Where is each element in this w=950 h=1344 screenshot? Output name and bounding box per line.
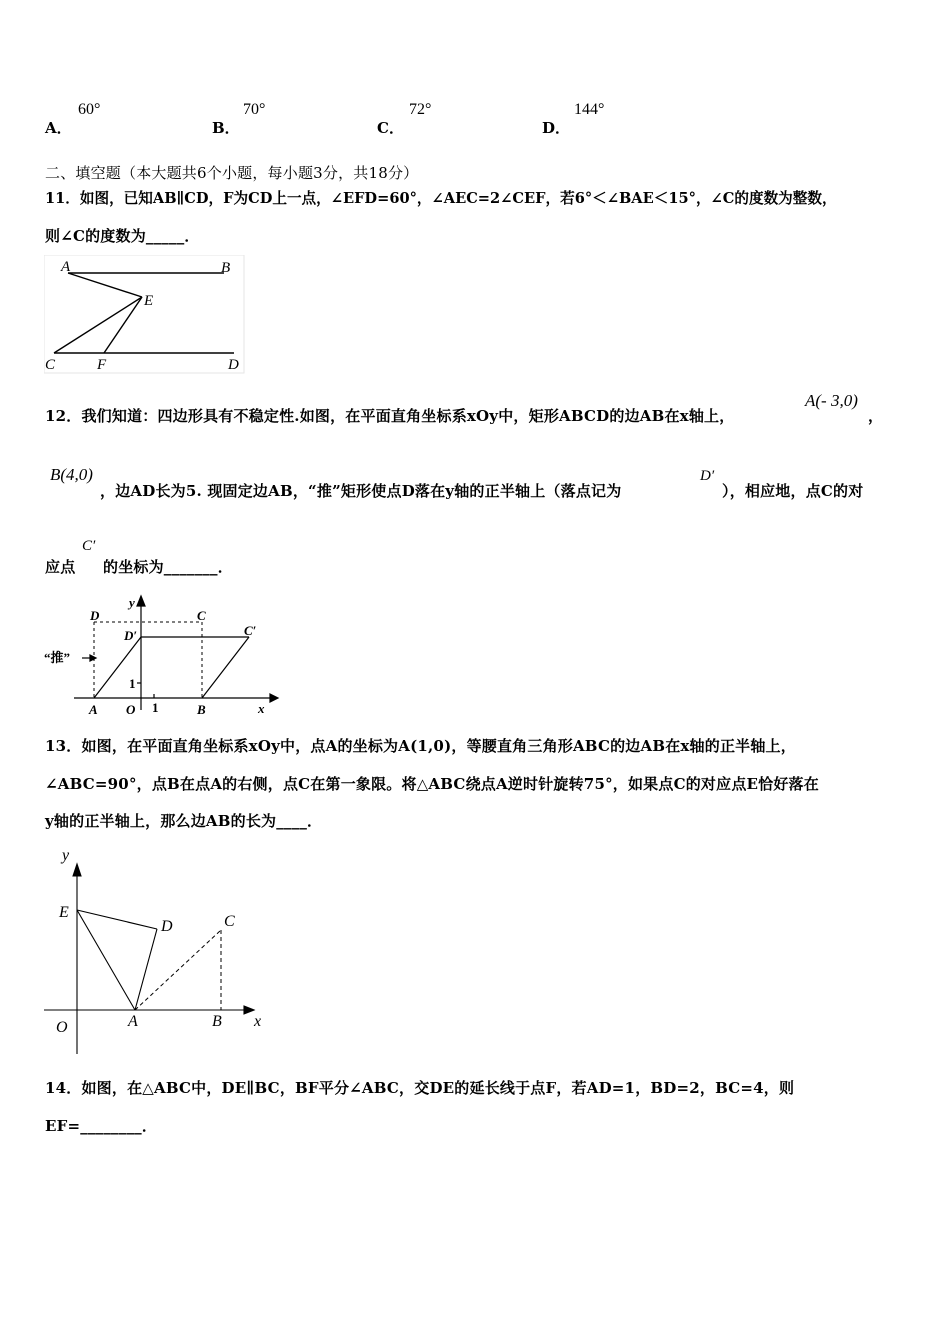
q12-fig-label-c-prime: C′ xyxy=(244,623,257,638)
q14-line2: EF=________． xyxy=(45,1117,158,1135)
q12-fig-tick-y1: 1 xyxy=(129,676,136,691)
q12-fig-label-a: A xyxy=(89,702,98,717)
q13-fig-label-d: D xyxy=(161,918,173,935)
q11-fig-label-f: F xyxy=(97,357,107,373)
q12-fig-label-d-prime: D′ xyxy=(124,628,138,643)
option-c-value: 72° xyxy=(409,101,432,118)
q12-point-a: A(- 3,0) xyxy=(805,391,858,410)
q12-point-b: B(4,0) xyxy=(50,465,93,484)
option-b-value: 70° xyxy=(243,101,266,118)
q12-line2: ，边AD长为5. 现固定边AB，“推”矩形使点D落在y轴的正半轴上（落点记为 xyxy=(100,482,622,500)
option-d-label: D． xyxy=(542,119,571,137)
q11-line2: 则∠C的度数为_____． xyxy=(45,227,200,245)
q12-c-prime: C′ xyxy=(82,538,96,554)
q11-fig-label-b: B xyxy=(221,260,231,276)
q12-fig-label-push: “推” xyxy=(44,650,71,665)
q13-fig-label-b: B xyxy=(212,1013,222,1030)
q11-fig-label-e: E xyxy=(144,293,154,309)
option-c-label: C． xyxy=(377,119,404,137)
q11-fig-label-d: D xyxy=(228,357,239,373)
q13-fig-label-o: O xyxy=(56,1019,68,1036)
q12-line1: 12．我们知道：四边形具有不稳定性.如图，在平面直角坐标系xOy中，矩形ABCD的边AB在x轴上， xyxy=(45,407,735,425)
q12-fig-label-o: O xyxy=(126,702,136,717)
q13-fig-label-c: C xyxy=(224,913,235,930)
q13-figure xyxy=(44,842,274,1057)
q12-line3a: 应点 xyxy=(45,558,76,576)
q12-comma: ， xyxy=(868,407,884,425)
q13-line3: y轴的正半轴上，那么边AB的长为____． xyxy=(45,812,323,830)
q12-fig-label-b: B xyxy=(197,702,206,717)
option-a-value: 60° xyxy=(78,101,101,118)
q13-line2: ∠ABC=90°，点B在点A的右侧，点C在第一象限。将△ABC绕点A逆时针旋转75°，如果点C的对应点E恰好落在 xyxy=(45,775,819,793)
q12-fig-tick-x1: 1 xyxy=(152,700,159,715)
q12-line2b: ），相应地，点C的对 xyxy=(722,482,864,500)
q12-fig-label-x: x xyxy=(258,701,265,716)
q13-line1: 13．如图，在平面直角坐标系xOy中，点A的坐标为A(1,0)，等腰直角三角形ABC的边AB在x轴的正半轴上， xyxy=(45,737,796,755)
q12-d-prime: D′ xyxy=(700,468,715,484)
option-b-label: B． xyxy=(212,119,240,137)
section-heading: 二、填空题（本大题共6个小题，每小题3分，共18分） xyxy=(45,164,419,182)
q13-fig-label-x: x xyxy=(254,1013,262,1030)
q11-line1: 11．如图，已知AB∥CD，F为CD上一点，∠EFD=60°，∠AEC=2∠CEF，若6°＜∠BAE＜15°，∠C的度数为整数， xyxy=(45,190,837,207)
q12-fig-label-d: D xyxy=(90,608,100,623)
q12-figure xyxy=(44,592,284,718)
q13-fig-label-a: A xyxy=(128,1013,138,1030)
q11-fig-label-c: C xyxy=(45,357,56,373)
q12-fig-label-y: y xyxy=(129,595,135,610)
q14-line1: 14．如图，在△ABC中，DE∥BC，BF平分∠ABC，交DE的延长线于点F，若AD=1，BD=2，BC=4，则 xyxy=(45,1079,795,1097)
q13-fig-label-y: y xyxy=(62,847,70,864)
q13-fig-label-e: E xyxy=(59,904,69,921)
q11-figure xyxy=(44,255,249,375)
q12-fig-label-c: C xyxy=(197,608,206,623)
q12-line3b: 的坐标为_______． xyxy=(103,558,233,576)
option-a-label: A． xyxy=(45,119,72,137)
option-d-value: 144° xyxy=(574,101,605,118)
q11-fig-label-a: A xyxy=(61,259,71,275)
